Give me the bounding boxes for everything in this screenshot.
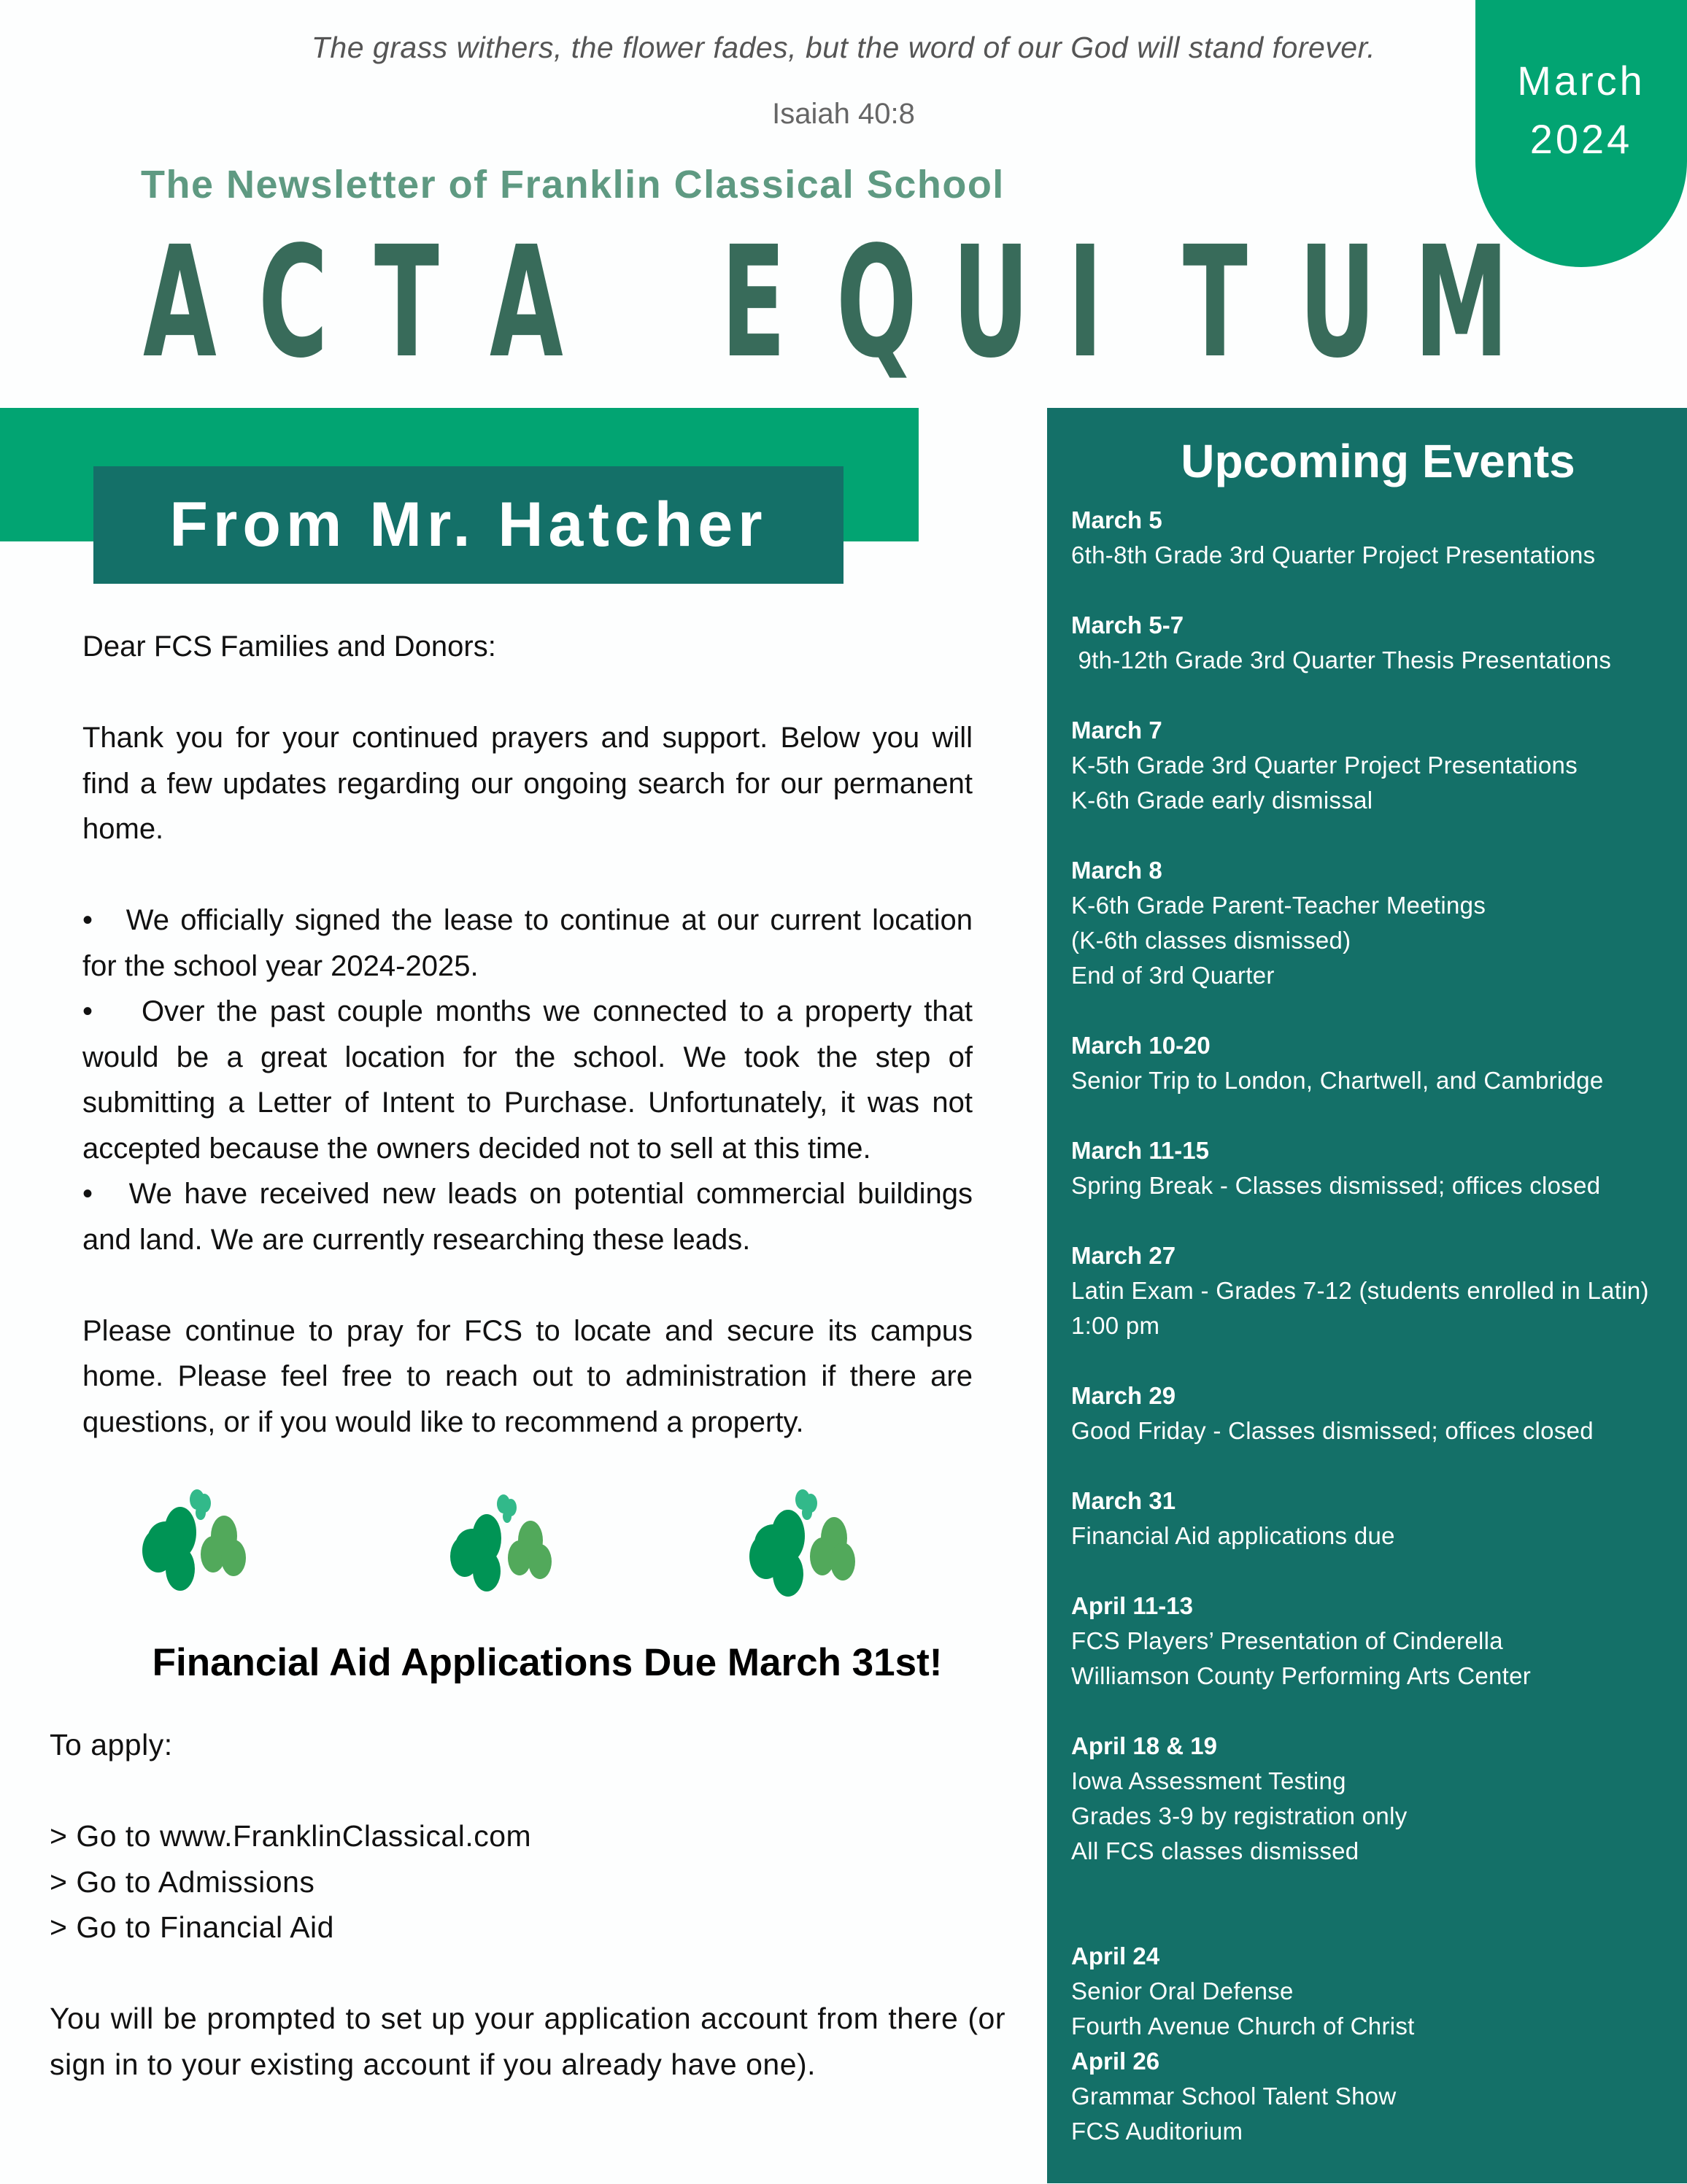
event-detail: Latin Exam - Grades 7-12 (students enrolled in Latin) bbox=[1071, 1277, 1649, 1304]
event-detail: Senior Oral Defense bbox=[1071, 1977, 1294, 2004]
event-detail: K-6th Grade early dismissal bbox=[1071, 787, 1373, 814]
financial-aid-note: You will be prompted to set up your application account from there (or sign in to your existing account if you already have one). bbox=[50, 2002, 1005, 2081]
event-item bbox=[1071, 1133, 1677, 1203]
event-detail: Spring Break - Classes dismissed; offices closed bbox=[1071, 1172, 1601, 1199]
events-list bbox=[1071, 503, 1677, 2184]
event-date: March 10-20 bbox=[1071, 1032, 1211, 1059]
event-date: March 5 bbox=[1071, 506, 1162, 533]
financial-aid-title: Financial Aid Applications Due March 31st! bbox=[152, 1641, 943, 1684]
event-date: March 7 bbox=[1071, 717, 1162, 744]
letter-bullet: • We officially signed the lease to continue at our current location for the school year 2024-2025. bbox=[82, 904, 973, 982]
event-detail: K-5th Grade 3rd Quarter Project Presentations bbox=[1071, 752, 1578, 779]
letter-bullet: • Over the past couple months we connected to a property that would be a great location for the school. We took the step of submitting a Letter of Intent to Purchase. Unfortunately, it was not accepted because the owners decided not to sell at this time. bbox=[82, 995, 973, 1165]
shamrock-icon bbox=[447, 1469, 592, 1615]
shamrock-decoration bbox=[131, 1456, 919, 1602]
masthead-letter: A bbox=[490, 213, 563, 392]
event-date: April 26 bbox=[1071, 2048, 1160, 2075]
events-title: Upcoming Events bbox=[1181, 435, 1575, 487]
event-detail: End of 3rd Quarter bbox=[1071, 962, 1275, 989]
apply-step-admissions: > Go to Admissions bbox=[50, 1864, 315, 1899]
event-item bbox=[1071, 1589, 1677, 1694]
event-item bbox=[1071, 1238, 1677, 1343]
event-date: March 5-7 bbox=[1071, 611, 1184, 638]
apply-step-website[interactable]: > Go to www.FranklinClassical.com bbox=[50, 1819, 532, 1853]
event-item bbox=[1071, 608, 1677, 678]
masthead-letter: I bbox=[1067, 213, 1103, 392]
upcoming-events-panel bbox=[1047, 408, 1687, 2183]
scripture-reference: Isaiah 40:8 bbox=[772, 98, 915, 130]
event-detail: All FCS classes dismissed bbox=[1071, 1837, 1359, 1864]
event-date: April 24 bbox=[1071, 1942, 1160, 1969]
event-detail: Iowa Assessment Testing bbox=[1071, 1767, 1346, 1794]
event-detail: Senior Trip to London, Chartwell, and Cambridge bbox=[1071, 1067, 1604, 1094]
masthead-letter: E bbox=[720, 213, 786, 392]
financial-aid-body bbox=[50, 1722, 1005, 2087]
event-item bbox=[1071, 1483, 1677, 1554]
to-apply-label: To apply: bbox=[50, 1728, 173, 1762]
shamrock-icon bbox=[748, 1463, 894, 1609]
event-date: March 31 bbox=[1071, 1487, 1176, 1514]
event-detail: (K-6th classes dismissed) bbox=[1071, 927, 1351, 954]
event-detail: 9th-12th Grade 3rd Quarter Thesis Presentations bbox=[1071, 647, 1612, 674]
event-date: April 11-13 bbox=[1071, 1592, 1193, 1619]
apply-step-financial-aid: > Go to Financial Aid bbox=[50, 1910, 334, 1944]
letter-salutation: Dear FCS Families and Donors: bbox=[82, 630, 496, 663]
letter-heading-box bbox=[93, 466, 844, 584]
event-item bbox=[1071, 503, 1677, 573]
event-item bbox=[1071, 1939, 1677, 2044]
masthead-letter: C bbox=[258, 213, 328, 392]
scripture-quote: The grass withers, the flower fades, but the word of our God will stand forever. bbox=[311, 31, 1376, 64]
event-detail: 6th-8th Grade 3rd Quarter Project Presentations bbox=[1071, 541, 1596, 568]
masthead-letter: M bbox=[1413, 213, 1509, 392]
event-item bbox=[1071, 2044, 1677, 2149]
shamrock-icon bbox=[140, 1463, 286, 1609]
event-item bbox=[1071, 1378, 1677, 1448]
event-detail: FCS Players’ Presentation of Cinderella bbox=[1071, 1627, 1503, 1654]
newsletter-subtitle: The Newsletter of Franklin Classical School bbox=[141, 163, 1005, 207]
event-date: April 18 & 19 bbox=[1071, 1732, 1217, 1759]
event-date: March 27 bbox=[1071, 1242, 1176, 1269]
event-detail: K-6th Grade Parent-Teacher Meetings bbox=[1071, 892, 1486, 919]
event-detail: 1:00 pm bbox=[1071, 1312, 1160, 1339]
letter-intro: Thank you for your continued prayers and support. Below you will find a few updates regarding our ongoing search for our permanent home. bbox=[82, 722, 973, 845]
event-date: March 8 bbox=[1071, 857, 1162, 884]
event-detail: FCS Auditorium bbox=[1071, 2118, 1243, 2145]
event-detail: Grades 3-9 by registration only bbox=[1071, 1802, 1408, 1829]
event-date: March 11-15 bbox=[1071, 1137, 1209, 1164]
event-detail: Good Friday - Classes dismissed; offices closed bbox=[1071, 1417, 1594, 1444]
masthead-letter: A bbox=[143, 213, 217, 392]
event-item bbox=[1071, 853, 1677, 993]
issue-month: March bbox=[1517, 58, 1645, 104]
letter-bullet: • We have received new leads on potential commercial buildings and land. We are currently researching these leads. bbox=[82, 1178, 973, 1256]
masthead-letter: T bbox=[1183, 213, 1248, 392]
masthead-letter: T bbox=[374, 213, 439, 392]
event-detail: Financial Aid applications due bbox=[1071, 1522, 1395, 1549]
masthead-letter: U bbox=[951, 213, 1030, 392]
masthead-title bbox=[143, 213, 1509, 392]
event-detail: Williamson County Performing Arts Center bbox=[1071, 1662, 1532, 1689]
letter-heading: From Mr. Hatcher bbox=[169, 490, 768, 560]
masthead-letter: Q bbox=[836, 213, 917, 392]
letter-closing: Please continue to pray for FCS to locate and secure its campus home. Please feel free to reach out to administration if there are questions, or if you would like to recommend a property. bbox=[82, 1314, 973, 1438]
event-detail: Fourth Avenue Church of Christ bbox=[1071, 2013, 1415, 2040]
event-detail: Grammar School Talent Show bbox=[1071, 2083, 1397, 2110]
masthead-letter: U bbox=[1298, 213, 1376, 392]
event-item bbox=[1071, 713, 1677, 818]
event-date: March 29 bbox=[1071, 1382, 1176, 1409]
event-item bbox=[1071, 1028, 1677, 1098]
event-item bbox=[1071, 1729, 1677, 1869]
letter-body bbox=[82, 624, 973, 1445]
issue-year: 2024 bbox=[1529, 116, 1633, 162]
